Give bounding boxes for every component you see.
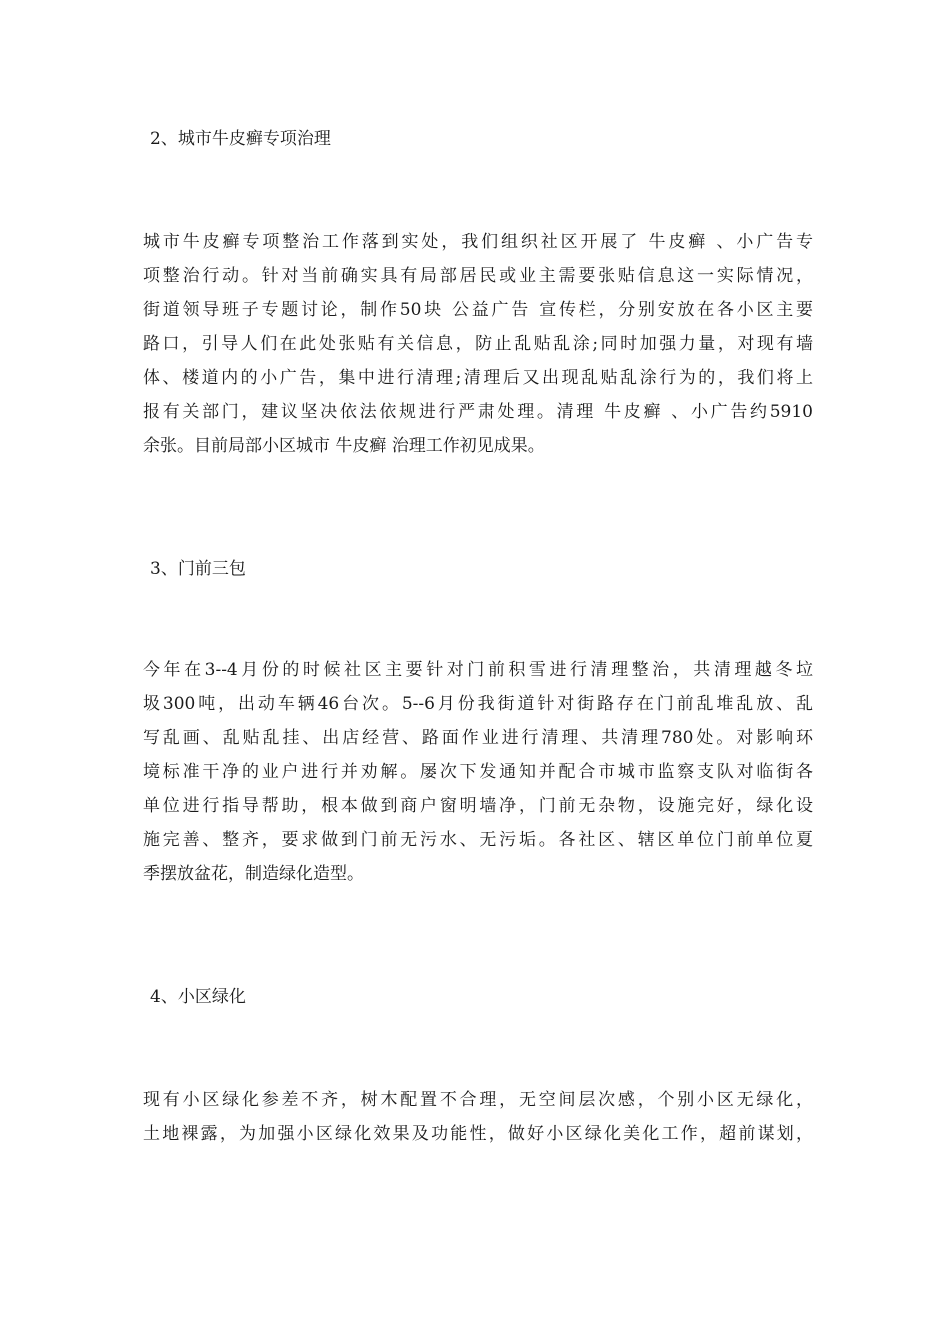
paragraph-line: 土地裸露，为加强小区绿化效果及功能性，做好小区绿化美化工作，超前谋划， — [143, 1124, 813, 1144]
paragraph-line: 境标准干净的业户进行并劝解。屡次下发通知并配合市城市监察支队对临街各 — [143, 762, 813, 782]
paragraph-line: 圾300吨，出动车辆46台次。5--6月份我街道针对街路存在门前乱堆乱放、乱 — [143, 694, 813, 714]
section-paragraph-storefront — [143, 653, 813, 891]
paragraph-line: 城市牛皮癣专项整治工作落到实处，我们组织社区开展了 牛皮癣 、小广告专 — [143, 232, 813, 252]
paragraph-line: 街道领导班子专题讨论，制作50块 公益广告 宣传栏，分别安放在各小区主要 — [143, 300, 813, 320]
section-heading-storefront: 3、门前三包 — [150, 559, 246, 579]
section-paragraph-city-psoriasis — [143, 225, 813, 463]
paragraph-line: 现有小区绿化参差不齐，树木配置不合理，无空间层次感，个别小区无绿化， — [143, 1090, 813, 1110]
paragraph-line: 季摆放盆花，制造绿化造型。 — [143, 864, 364, 884]
paragraph-line: 路口，引导人们在此处张贴有关信息，防止乱贴乱涂;同时加强力量，对现有墙 — [143, 334, 813, 354]
paragraph-line: 写乱画、乱贴乱挂、出店经营、路面作业进行清理、共清理780处。对影响环 — [143, 728, 813, 748]
paragraph-line: 余张。目前局部小区城市 牛皮癣 治理工作初见成果。 — [143, 436, 545, 456]
paragraph-line: 项整治行动。针对当前确实具有局部居民或业主需要张贴信息这一实际情况， — [143, 266, 813, 286]
paragraph-line: 单位进行指导帮助，根本做到商户窗明墙净，门前无杂物，设施完好，绿化设 — [143, 796, 813, 816]
paragraph-line: 体、楼道内的小广告，集中进行清理;清理后又出现乱贴乱涂行为的，我们将上 — [143, 368, 813, 388]
paragraph-line: 今年在3--4月份的时候社区主要针对门前积雪进行清理整治，共清理越冬垃 — [143, 660, 813, 680]
paragraph-line: 报有关部门，建议坚决依法依规进行严肃处理。清理 牛皮癣 、小广告约5910 — [143, 402, 813, 422]
section-heading-city-psoriasis: 2、城市牛皮癣专项治理 — [150, 129, 331, 149]
section-paragraph-greening — [143, 1083, 813, 1151]
paragraph-line: 施完善、整齐，要求做到门前无污水、无污垢。各社区、辖区单位门前单位夏 — [143, 830, 813, 850]
section-heading-greening: 4、小区绿化 — [150, 987, 246, 1007]
